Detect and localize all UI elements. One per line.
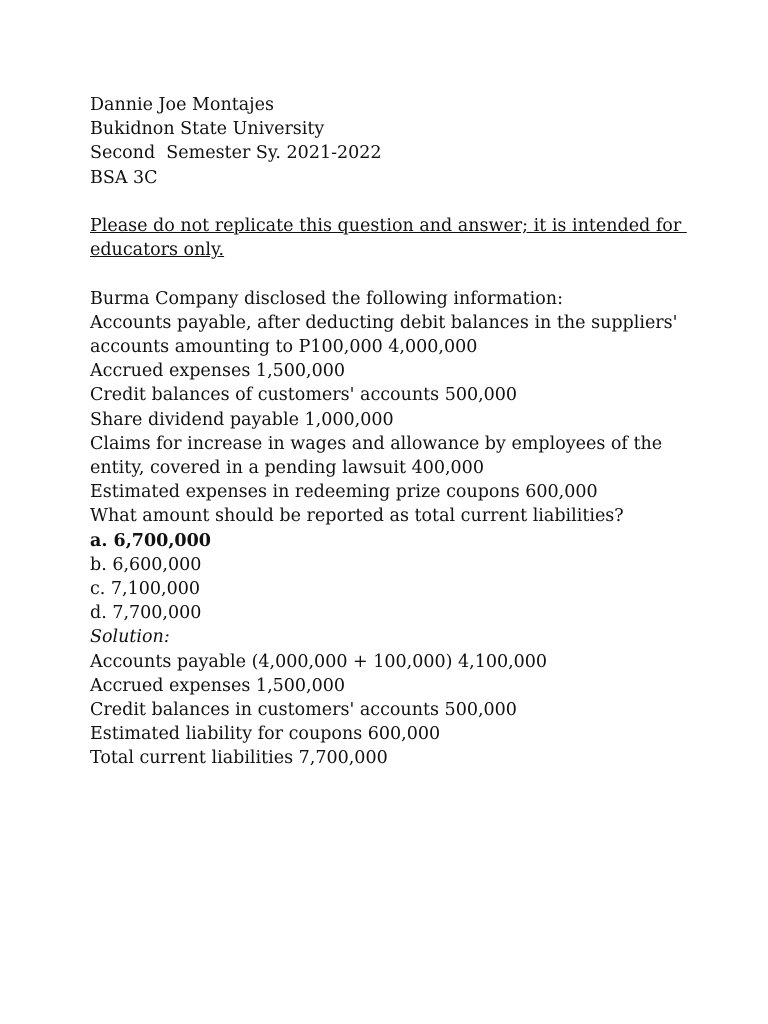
choice-d: d. 7,700,000: [90, 603, 202, 624]
question-line: Accrued expenses 1,500,000: [90, 361, 345, 382]
question-line: entity, covered in a pending lawsuit 400,000: [90, 458, 484, 479]
author-name: Dannie Joe Montajes: [90, 95, 274, 115]
solution-total: Total current liabilities 7,700,000: [90, 748, 388, 769]
question-line: accounts amounting to P100,000 4,000,000: [90, 337, 478, 357]
solution-line: Accounts payable (4,000,000 + 100,000) 4,100,000: [90, 651, 548, 672]
question-prompt: What amount should be reported as total current liabilities?: [90, 506, 624, 527]
question-intro: Burma Company disclosed the following information:: [90, 288, 563, 309]
question-line: Claims for increase in wages and allowance by employees of the: [90, 433, 663, 454]
choice-c: c. 7,100,000: [90, 579, 200, 600]
choice-a: a. 6,700,000: [90, 530, 211, 551]
solution-label: Solution:: [90, 627, 170, 648]
notice-line-1: Please do not replicate this question and answer; it is intended for: [90, 216, 687, 236]
university-name: Bukidnon State University: [90, 119, 325, 140]
question-line: Credit balances of customers' accounts 500,000: [90, 385, 518, 406]
choice-b: b. 6,600,000: [90, 554, 202, 575]
section-label: BSA 3C: [90, 167, 158, 188]
semester-line: Second Semester Sy. 2021-2022: [90, 143, 382, 164]
spacer: [90, 262, 730, 286]
solution-line: Accrued expenses 1,500,000: [90, 675, 345, 696]
spacer: [90, 190, 730, 214]
solution-line: Credit balances in customers' accounts 500,000: [90, 700, 517, 721]
solution-line: Estimated liability for coupons 600,000: [90, 724, 441, 745]
notice-line-2: educators only.: [90, 240, 225, 261]
question-line: Estimated expenses in redeeming prize coupons 600,000: [90, 482, 598, 503]
question-line: Share dividend payable 1,000,000: [90, 409, 394, 430]
document-body: [90, 93, 730, 771]
question-line: Accounts payable, after deducting debit balances in the suppliers': [90, 312, 678, 333]
